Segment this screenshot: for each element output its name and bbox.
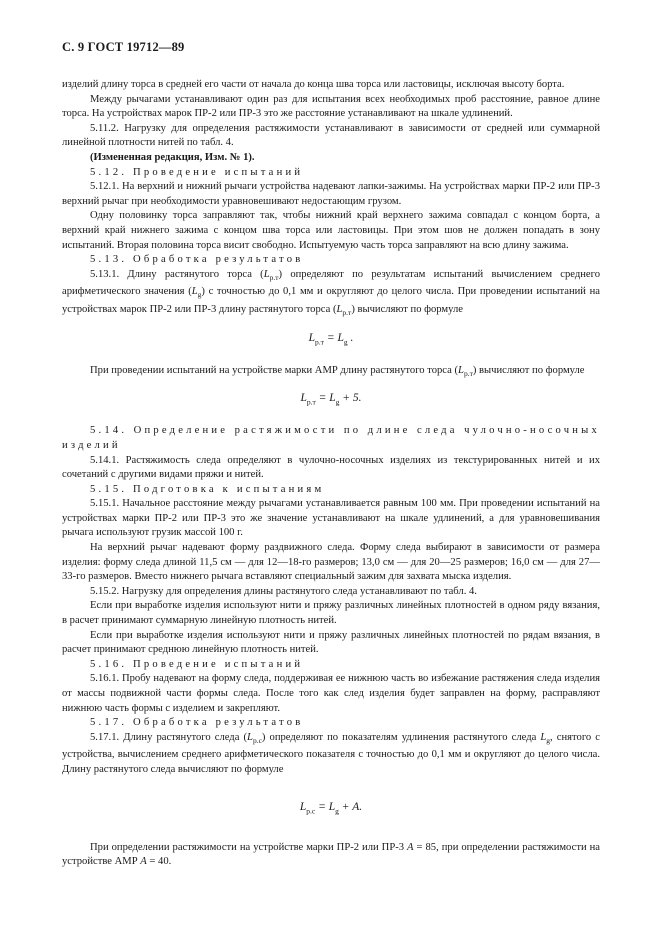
paragraph: Если при выработке изделия используют нити и пряжу различных линейных плотностей в одном ряду вязания, в расчет принимают суммарную линейную плотность нитей. — [62, 600, 600, 627]
amendment-note: (Измененная редакция, Изм. № 1). — [90, 151, 255, 163]
paragraph: Одну половинку торса заправляют так, чтобы нижний край верхнего зажима совпадал с концом борта, а верхний край нижнего зажима с концом шва торса или ластовицы. При этом шов не должен попадать в зону испытаний. Вторая половина торса висит свободно. Испытуемую часть торса заправляют на всю длину зажима. — [62, 210, 600, 251]
section-heading: 5.15. Подготовка к испытаниям — [90, 483, 325, 495]
section-heading: 5.14. Определение растяжимости по длине следа чулочно-носочных изделий — [62, 425, 600, 451]
paragraph: изделий длину торса в средней его части от начала до конца шва торса или ластовицы, исключая высоту борта. — [62, 79, 565, 90]
paragraph: 5.13.1. Длину растянутого торса $(L_{р.т})$ определяют по результатам испытаний вычислением среднего арифметического значения $(L_g)$ с точностью до 0,1 мм и округляют до целого числа. При проведении испытаний на устройствах марок ПР-2 или ПР-3 длину растянутого торса $(L_{р.т})$ вычисляют по формуле — [62, 268, 601, 318]
section-heading: 5.13. Обработка результатов — [90, 254, 304, 266]
paragraph: 5.12.1. На верхний и нижний рычаги устройства надевают лапки-зажимы. На устройствах марки ПР-2 или ПР-3 верхний рычаг при необходимости уравновешивают недостающим грузом. — [62, 181, 600, 207]
paragraph: 5.11.2. Нагрузку для определения растяжимости устанавливают в зависимости от средней или суммарной линейной плотности нитей по табл. 4. — [62, 122, 600, 149]
paragraph: 5.17.1. Длину растянутого следа $(L_{р.с})$ определяют по показателям удлинения растянутого следа $L_g$, снятого с устройства, вычислением среднего арифметического показателя с точностью до 0,1 мм и округляют до целого числа. Длину растянутого следа вычисляют по формуле — [62, 731, 600, 776]
section-heading: 5.17. Обработка результатов — [90, 717, 304, 729]
document-body — [62, 78, 600, 870]
paragraph: При определении растяжимости на устройстве марки ПР-2 или ПР-3 A = 85, при определении растяжимости на устройстве АМР A = 40. — [62, 841, 600, 868]
section-heading: 5.16. Проведение испытаний — [90, 658, 304, 670]
paragraph: 5.14.1. Растяжимость следа определяют в чулочно-носочных изделиях из текстурированных нитей и их сочетаний с другими видами пряжи и нитей. — [62, 454, 600, 481]
paragraph: Если при выработке изделия используют нити и пряжу различных линейных плотностей по рядам вязания, в расчет принимают среднюю линейную плотность нитей. — [62, 629, 600, 656]
formula: $L_{р.т} = L_g + 5$. — [300, 392, 362, 407]
page-header: С. 9 ГОСТ 19712—89 — [62, 40, 185, 54]
formula: $L_{р.с} = L_g + A$. — [299, 800, 363, 815]
formula: $L_{р.т} = L_g$ . — [308, 331, 354, 347]
paragraph: Между рычагами устанавливают один раз для испытания всех необходимых проб расстояние, равное длине торса. На устройствах марок ПР-2 или ПР-3 это же расстояние устанавливают на шкале удлинений. — [62, 93, 600, 120]
paragraph: При проведении испытаний на устройстве марки АМР длину растянутого торса $(L_{р.т})$ вычисляют по формуле — [90, 364, 585, 378]
paragraph: 5.15.1. Начальное расстояние между рычагами устанавливается равным 100 мм. При проведении испытаний на устройствах марки ПР-2 или ПР-3 это же значение устанавливают на шкале удлинений, а для уравновешивания рычага используют грузик массой 100 г. — [62, 498, 600, 539]
paragraph: На верхний рычаг надевают форму раздвижного следа. Форму следа выбирают в зависимости от размера изделия: форму следа длиной 11,5 см — для 12—18-го размеров; 13,0 см — для 20—25 размеров; 16,0 см — для 27—33-го размеров. Вместо нижнего рычага вставляют специальный зажим для захвата мыска изделия. — [62, 542, 600, 583]
paragraph: 5.15.2. Нагрузку для определения длины растянутого следа устанавливают по табл. 4. — [90, 585, 477, 597]
paragraph: 5.16.1. Пробу надевают на форму следа, поддерживая ее нижнюю часть во избежание растяжения следа изделия от массы подвижной части формы следа. После того как след изделия будет заправлен на форму, расправляют нижнюю часть формы с изделием и закрепляют. — [62, 673, 600, 714]
section-heading: 5.12. Проведение испытаний — [90, 166, 304, 178]
